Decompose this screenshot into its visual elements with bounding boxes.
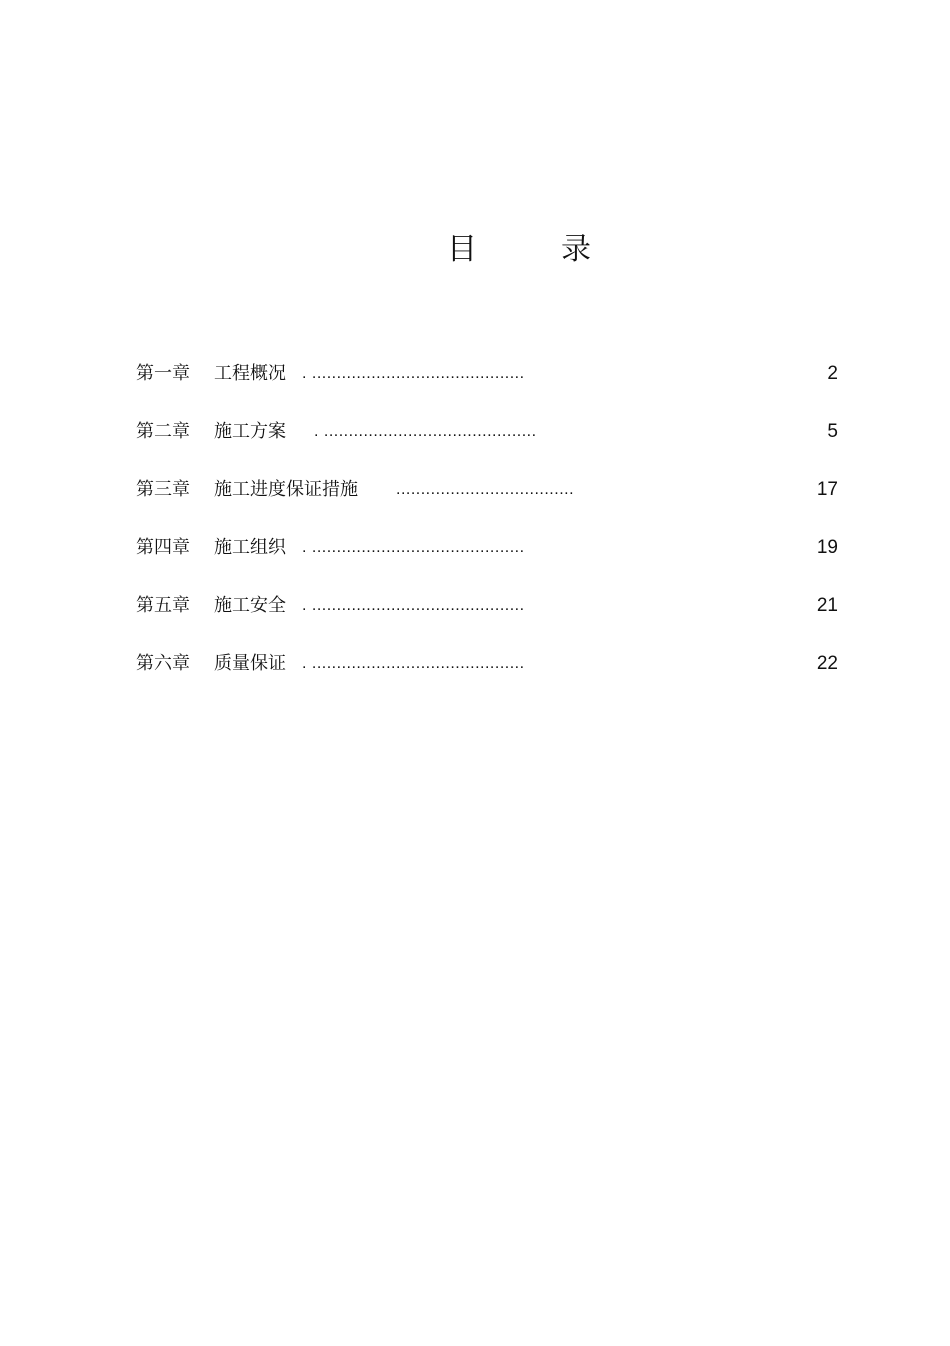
toc-chapter-title: 质量保证 (214, 653, 286, 674)
toc-chapter-title: 施工进度保证措施 (214, 479, 358, 500)
toc-chapter-number: 第四章 (136, 537, 190, 558)
toc-chapter-title: 施工组织 (214, 537, 286, 558)
toc-chapter-number: 第三章 (136, 479, 190, 500)
toc-dot-leader: . ........................................... (302, 655, 525, 672)
toc-page-number: 22 (816, 653, 838, 674)
toc-page-number: 21 (816, 595, 838, 616)
toc-page-number: 19 (816, 537, 838, 558)
toc-heading (0, 228, 950, 272)
toc-chapter-title: 施工安全 (214, 595, 286, 616)
toc-chapter-number: 第一章 (136, 363, 190, 384)
toc-dot-leader: .................................... (396, 481, 575, 498)
toc-entry[interactable] (136, 475, 838, 533)
toc-chapter-number: 第六章 (136, 653, 190, 674)
toc-chapter-title: 施工方案 (214, 421, 286, 442)
toc-dot-leader: . ........................................... (314, 423, 537, 440)
toc-entry[interactable] (136, 359, 838, 417)
toc-page-number: 2 (827, 363, 838, 384)
toc-dot-leader: . ........................................... (302, 539, 525, 556)
toc-chapter-title: 工程概况 (214, 363, 286, 384)
toc-page-number: 5 (827, 421, 838, 442)
toc-heading-char-1: 目 (447, 232, 477, 267)
toc-chapter-number: 第二章 (136, 421, 190, 442)
toc-entry[interactable] (136, 649, 838, 707)
toc-page-number: 17 (816, 479, 838, 500)
toc-entry[interactable] (136, 417, 838, 475)
toc-dot-leader: . ........................................... (302, 597, 525, 614)
toc-dot-leader: . ........................................... (302, 365, 525, 382)
toc-chapter-number: 第五章 (136, 595, 190, 616)
toc-list (136, 359, 838, 707)
toc-entry[interactable] (136, 533, 838, 591)
toc-entry[interactable] (136, 591, 838, 649)
toc-heading-char-2: 录 (561, 232, 591, 267)
